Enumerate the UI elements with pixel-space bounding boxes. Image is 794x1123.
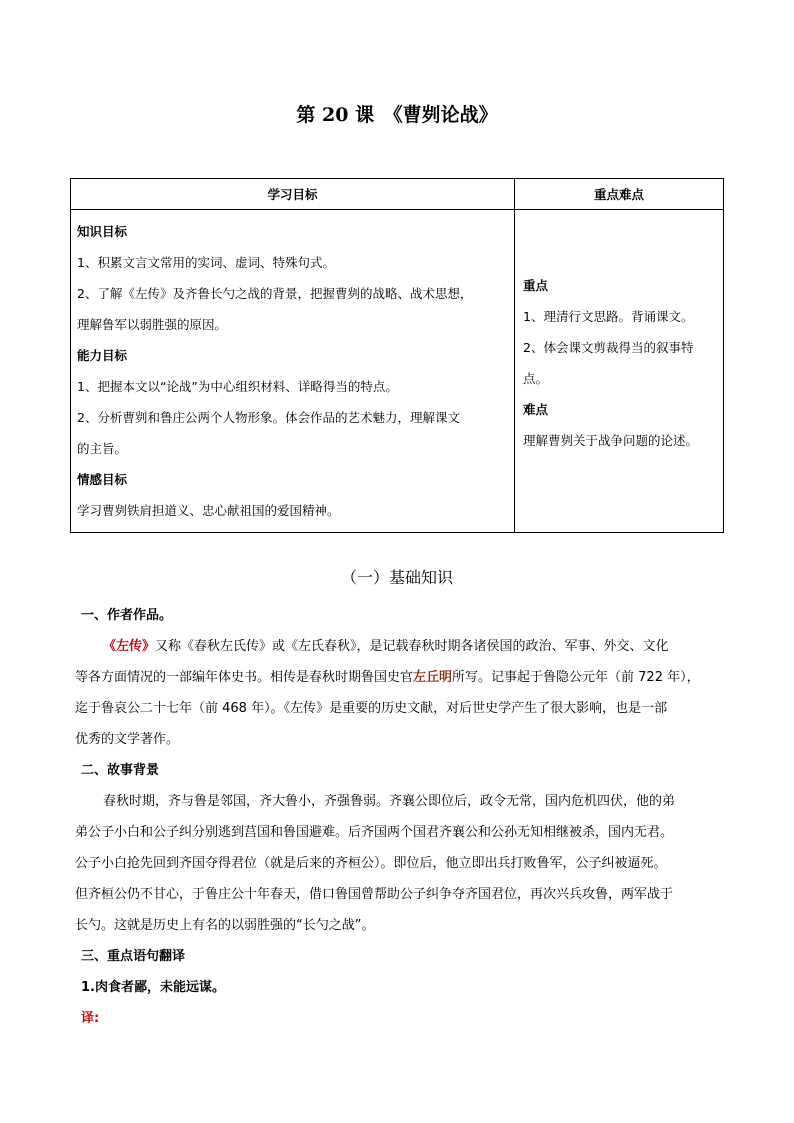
content-body xyxy=(75,600,725,1034)
page-title: 第 20 课 《曹刿论战》 xyxy=(296,104,498,126)
section-title: （一）基础知识 xyxy=(340,568,453,587)
part1-line xyxy=(75,662,725,693)
key-points-list xyxy=(515,210,723,456)
translation-label: 译: xyxy=(81,1011,100,1026)
key-points-cell xyxy=(515,210,724,533)
goals-table xyxy=(70,178,724,533)
part1-line-text: 所写。记事起于鲁隐公元年（前 722 年）， xyxy=(452,670,700,685)
goal-line: 点。 xyxy=(523,371,549,386)
part2-heading: 二、故事背景 xyxy=(81,763,160,778)
part2-line: 弟公子小白和公子纠分别逃到莒国和鲁国避难。后齐国两个国君齐襄公和公孙无知相继被杀，国内无君。 xyxy=(75,825,674,840)
table-header-row xyxy=(71,179,724,210)
goal-line: 的主旨。 xyxy=(77,441,128,456)
part1-line-text: 等各方面情况的一部编年体史书。相传是春秋时期鲁国史官 xyxy=(75,670,414,685)
table-body-row xyxy=(71,210,724,533)
book-name: 《左传》 xyxy=(103,639,156,654)
part1-line: 优秀的文学著作。 xyxy=(75,732,180,747)
goal-line: 学习曹刿铁肩担道义、忠心献祖国的爱国精神。 xyxy=(77,503,340,518)
part1-line-text: 又称《春秋左氏传》或《左氏春秋》，是记载春秋时期各诸侯国的政治、军事、外交、文化 xyxy=(155,639,669,654)
header-learning-goals: 学习目标 xyxy=(71,179,515,210)
part2-line: 春秋时期，齐与鲁是邻国，齐大鲁小，齐强鲁弱。齐襄公即位后，政令无常，国内危机四伏，他的弟 xyxy=(103,794,676,809)
header-key-points: 重点难点 xyxy=(515,179,724,210)
translation-item: 1.肉食者鄙，未能远谋。 xyxy=(81,980,225,995)
goal-line: 2、了解《左传》及齐鲁长勺之战的背景，把握曹刿的战略、战术思想， xyxy=(77,286,473,301)
goal-category-heading: 情感目标 xyxy=(77,472,128,487)
goal-line: 2、体会课文剪裁得当的叙事特 xyxy=(523,340,694,355)
learning-goals-list xyxy=(71,210,514,532)
goal-line: 2、分析曹刿和鲁庄公两个人物形象。体会作品的艺术魅力，理解课文 xyxy=(77,410,460,425)
goal-category-heading: 重点 xyxy=(523,278,549,293)
goal-category-heading: 能力目标 xyxy=(77,348,128,363)
goal-line: 1、把握本文以“论战”为中心组织材料、详略得当的特点。 xyxy=(77,379,398,394)
goal-line: 1、积累文言文常用的实词、虚词、特殊句式。 xyxy=(77,255,335,270)
learning-goals-cell xyxy=(71,210,515,533)
goal-line: 理解鲁军以弱胜强的原因。 xyxy=(77,317,228,332)
part2-line: 长勺。这就是历史上有名的以弱胜强的“长勺之战”。 xyxy=(75,918,375,933)
part3-heading: 三、重点语句翻译 xyxy=(81,949,186,964)
author-name: 左丘明 xyxy=(413,670,453,685)
part1-line: 迄于鲁哀公二十七年（前 468 年）。《左传》是重要的历史文献，对后世史学产生了很大影响，也是一部 xyxy=(75,701,668,716)
goal-category-heading: 知识目标 xyxy=(77,224,128,239)
part2-line: 公子小白抢先回到齐国夺得君位（就是后来的齐桓公）。即位后，他立即出兵打败鲁军，公子纠被逼死。 xyxy=(75,856,667,871)
goal-line: 1、理清行文思路。背诵课文。 xyxy=(523,309,694,324)
part2-line: 但齐桓公仍不甘心，于鲁庄公十年春天，借口鲁国曾帮助公子纠争夺齐国君位，再次兴兵攻鲁，两军战于 xyxy=(75,887,674,902)
goal-category-heading: 难点 xyxy=(523,402,549,417)
goal-line: 理解曹刿关于战争问题的论述。 xyxy=(523,433,699,448)
part1-heading: 一、作者作品。 xyxy=(81,608,173,623)
part1-line xyxy=(75,631,725,662)
